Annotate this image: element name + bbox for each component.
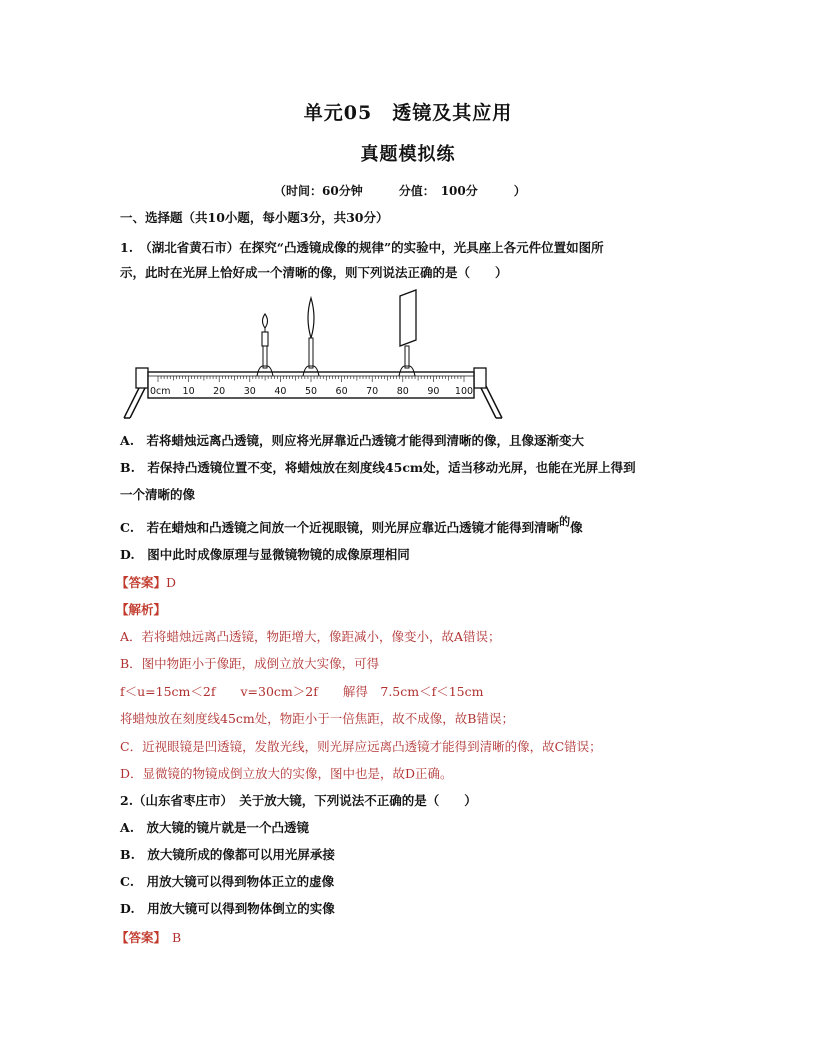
- analysis-line: B．图中物距小于像距，成倒立放大实像，可得: [120, 656, 380, 671]
- bench-end-right: [474, 368, 486, 388]
- bench-end-left: [136, 368, 148, 388]
- q2-answer: [116, 928, 181, 946]
- q1-option-d: D. 图中此时成像原理与显微镜物镜的成像原理相同: [120, 547, 410, 562]
- q1-option-b-line1: B. 若保持凸透镜位置不变，将蜡烛放在刻度线45cm处，适当移动光屏，也能在光屏上得到: [120, 460, 636, 475]
- ruler-label: 50: [304, 386, 318, 397]
- candle: [257, 314, 273, 376]
- candle-flame: [263, 314, 268, 328]
- q1-analysis-label: 【解析】: [116, 602, 167, 617]
- q1-option-c: [120, 515, 583, 536]
- answer-value: D: [166, 575, 177, 590]
- ruler-label: 90: [427, 386, 440, 397]
- page-subtitle: 真题模拟练: [360, 144, 456, 165]
- q1-stem-line2: 示，此时在光屏上恰好成一个清晰的像，则下列说法正确的是（ ）: [120, 265, 508, 280]
- ruler-label: 100: [454, 386, 474, 397]
- ruler-label: 40: [274, 386, 287, 397]
- q1-option-c-superscript: 的: [559, 515, 571, 528]
- screen-panel: [400, 290, 416, 346]
- q1-answer: [116, 573, 176, 591]
- q2-stem: 2.（山东省枣庄市） 关于放大镜，下列说法不正确的是（ ）: [120, 793, 477, 808]
- answer-label: 【答案】: [116, 930, 167, 945]
- ruler-label: 70: [366, 386, 379, 397]
- light-screen: [399, 290, 416, 376]
- section-heading: 一、选择题（共10小题，每小题3分，共30分）: [120, 210, 389, 225]
- analysis-line: 将蜡烛放在刻度线45cm处，物距小于一倍焦距，故不成像，故B错误；: [120, 711, 514, 726]
- q2-option-b: B. 放大镜所成的像都可以用光屏承接: [120, 847, 335, 862]
- ruler-label: 30: [243, 386, 256, 397]
- q2-option-c: C. 用放大镜可以得到物体正立的虚像: [120, 874, 335, 889]
- q2-option-a: A. 放大镜的镜片就是一个凸透镜: [120, 820, 310, 835]
- ruler-label: 0cm: [150, 386, 171, 397]
- q1-option-a: A. 若将蜡烛远离凸透镜，则应将光屏靠近凸透镜才能得到清晰的像，且像逐渐变大: [120, 433, 585, 448]
- convex-lens: [303, 298, 319, 376]
- q1-stem-line1: 1. （湖北省黄石市）在探究“凸透镜成像的规律”的实验中，光具座上各元件位置如图所: [120, 240, 604, 255]
- lens-body: [308, 298, 314, 338]
- analysis-line: C．近视眼镜是凹透镜，发散光线，则光屏应远离凸透镜才能得到清晰的像，故C错误；: [120, 739, 602, 754]
- analysis-line: f＜u=15cm＜2f v=30cm＞2f 解得 7.5cm＜f＜15cm: [120, 684, 484, 699]
- analysis-line: D．显微镜的物镜成倒立放大的实像，图中也是，故D正确。: [120, 766, 453, 781]
- answer-label: 【答案】: [116, 575, 167, 590]
- exam-meta: （时间：60分钟 分值： 100分 ）: [274, 184, 526, 198]
- q1-option-b-line2: 一个清晰的像: [120, 487, 196, 502]
- ruler-label: 20: [213, 386, 226, 397]
- ruler-label: 60: [335, 386, 348, 397]
- ruler-label: 80: [396, 386, 409, 397]
- answer-value: B: [172, 930, 182, 945]
- ruler-label: 10: [182, 386, 195, 397]
- q2-option-d: D. 用放大镜可以得到物体倒立的实像: [120, 901, 335, 916]
- optical-bench-diagram: [118, 288, 508, 428]
- page-title: 单元05 透镜及其应用: [303, 102, 513, 124]
- q1-option-c-text: C. 若在蜡烛和凸透镜之间放一个近视眼镜，则光屏应靠近凸透镜才能得到清晰: [120, 520, 560, 535]
- q1-option-c-end: 像: [570, 520, 583, 535]
- analysis-line: A．若将蜡烛远离凸透镜，物距增大，像距减小，像变小，故A错误；: [120, 629, 501, 644]
